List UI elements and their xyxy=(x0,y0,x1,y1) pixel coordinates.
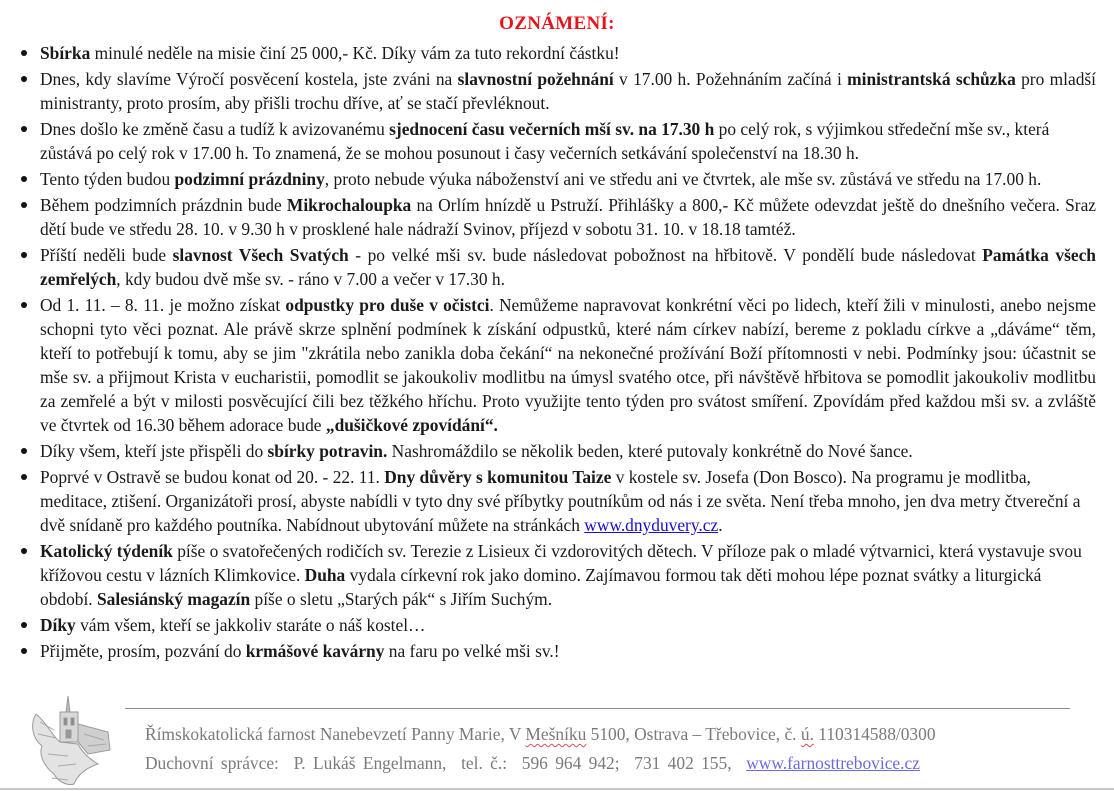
announcement-item xyxy=(18,67,1096,115)
item-text: . Nemůžeme napravovat konkrétní věci po lidech, kteří žili v minulosti, anebo nejsme schopni tyto věci poznat. Ale právě skrze splnění podmínek k získání odpustků, které nám církev nabízí, bereme z pokladu církve a „dáváme“ těm, kteří to potřebují k tomu, aby se jim "zkrátila nebo zanikla doba čekání“ na nekonečné prožívání Boží přítomnosti v nebi. Podmínky jsou: účastnit se mše sv. a přijmout Krista v eucharistii, pomodlit se jakoukoliv modlitbu na úmysl svatého otce, při návštěvě hřbitova se pomodlit jakoukoliv modlitbu za zemřelé a být v milosti posvěcující čili bez těžkého hříchu. Proto využijte tento týden pro svátost smíření. Zpovídám před každou mši sv. a zvláště ve čtvrtek od 16.30 během adorace bude xyxy=(40,295,1096,435)
item-text: Příští neděli bude xyxy=(40,245,173,265)
highlighted-text: krmášové kavárny xyxy=(245,641,385,661)
parish-website-link[interactable]: www.farnosttrebovice.cz xyxy=(746,753,920,773)
highlighted-text: ministrantská schůzka xyxy=(847,69,1016,89)
footer-divider xyxy=(125,708,1070,709)
highlighted-text: podzimní prázdniny xyxy=(174,169,325,189)
footer-contact xyxy=(145,753,920,774)
announcement-item xyxy=(18,439,1096,463)
announcement-title: OZNÁMENÍ: xyxy=(499,13,615,34)
bullet-icon xyxy=(21,202,27,208)
dny-duvery-link[interactable]: www.dnyduvery.cz xyxy=(584,515,719,535)
highlighted-text: sbírky potravin. xyxy=(267,441,388,461)
announcement-item xyxy=(18,41,1096,65)
bullet-icon xyxy=(21,548,27,554)
item-text: - po velké mši sv. bude následovat pobožnost na hřbitově. V pondělí bude následovat xyxy=(348,245,983,265)
footer-contact-text: Duchovní správce: P. Lukáš Engelmann, tel. č.: 596 964 942; 731 402 155, xyxy=(145,753,747,773)
item-text: Tento týden budou xyxy=(40,169,175,189)
highlighted-text: sjednocení času večerních mší sv. na 17.30 h xyxy=(389,119,715,139)
item-text: , kdy budou dvě mše sv. - ráno v 7.00 a večer v 17.30 h. xyxy=(116,269,505,289)
announcement-item xyxy=(18,613,1096,637)
highlighted-text: Mikrochaloupka xyxy=(286,195,412,215)
item-text: Přijměte, prosím, pozvání do xyxy=(40,641,246,661)
item-text: pro mladší ministranty, proto prosím, aby přišli trochu dříve, ať se stačí převléknout. xyxy=(40,69,1096,113)
announcement-item xyxy=(18,639,1096,663)
highlighted-text: Dny důvěry s komunitou Taize xyxy=(384,467,612,487)
footer-address-text: Římskokatolická farnost Nanebevzetí Panny Marie, V xyxy=(145,724,526,744)
announcement-item xyxy=(18,293,1096,437)
highlighted-text: Katolický týdeník xyxy=(40,541,173,561)
item-text: na faru po velké mši sv.! xyxy=(384,641,560,661)
announcement-item xyxy=(18,117,1096,165)
announcement-list xyxy=(18,41,1096,665)
bullet-icon xyxy=(21,622,27,628)
item-text: minulé neděle na misie činí 25 000,- Kč. Díky vám za tuto rekordní částku! xyxy=(90,43,620,63)
announcement-item xyxy=(18,193,1096,241)
bullet-icon xyxy=(21,50,27,56)
bullet-icon xyxy=(21,474,27,480)
bullet-icon xyxy=(21,648,27,654)
item-text: , proto nebude výuka náboženství ani ve středu ani ve čtvrtek, ale mše sv. zůstává ve středu na 17.00 h. xyxy=(324,169,1042,189)
footer-address-text-2: 5100, Ostrava – Třebovice, č. xyxy=(586,724,801,744)
item-text: Nashromáždilo se několik beden, které putovaly konkrétně do Nové šance. xyxy=(387,441,913,461)
highlighted-text: Salesiánský magazín xyxy=(97,589,251,609)
announcement-item xyxy=(18,167,1096,191)
announcement-item xyxy=(18,539,1096,611)
highlighted-text: Památka všech zemřelých xyxy=(40,245,1096,289)
announcement-item xyxy=(18,243,1096,291)
page-bottom-divider xyxy=(0,788,1114,790)
item-text: . xyxy=(718,515,723,535)
church-logo-icon xyxy=(28,694,116,788)
footer-account-number: 110314588/0300 xyxy=(813,724,936,744)
footer-account-abbr: ú. xyxy=(800,724,814,744)
highlighted-text: „dušičkové zpovídání“. xyxy=(325,415,498,435)
highlighted-text: Duha xyxy=(304,565,346,585)
highlighted-text: slavnostní požehnání xyxy=(457,69,614,89)
bullet-icon xyxy=(21,126,27,132)
highlighted-text: odpustky pro duše v očistci xyxy=(285,295,490,315)
bullet-icon xyxy=(21,176,27,182)
bullet-icon xyxy=(21,448,27,454)
item-text: Dnes, kdy slavíme Výročí posvěcení kostela, jste zváni na xyxy=(40,69,458,89)
item-text: Dnes došlo ke změně času a tudíž k avizovanému xyxy=(40,119,390,139)
highlighted-text: Díky xyxy=(40,615,76,635)
item-text: Během podzimních prázdnin bude xyxy=(40,195,287,215)
highlighted-text: slavnost Všech Svatých xyxy=(172,245,349,265)
item-text: na Orlím hnízdě u Pstruží. Přihlášky a 800,- Kč můžete odevzdat ještě do dnešního večera. Sraz dětí bude ve středu 28. 10. v 9.30 h v prosklené hale nádraží Svinov, příjezd v sobotu 31. 10. v 18.18 tamtéž. xyxy=(40,195,1097,239)
bullet-icon xyxy=(21,252,27,258)
bullet-icon xyxy=(21,76,27,82)
footer-street-name: Mešníku xyxy=(525,724,587,744)
item-text: Poprvé v Ostravě se budou konat od 20. - 22. 11. xyxy=(40,467,385,487)
announcement-item xyxy=(18,465,1096,537)
footer-parish-address xyxy=(145,724,936,745)
item-text: po celý rok, s výjimkou středeční mše sv., která zůstává po celý rok v 17.00 h. To znamená, že se mohou posunout i časy večerních setkávání společenství na 18.30 h. xyxy=(40,119,1050,163)
item-text: vydala církevní rok jako domino. Zajímavou formou tak děti mohou lépe poznat svátky a liturgická období. xyxy=(40,565,1042,609)
item-text: Díky všem, kteří jste přispěli do xyxy=(40,441,268,461)
item-text: v kostele sv. Josefa (Don Bosco). Na programu je modlitba, meditace, ztišení. Organizátoři prosí, abyste nabídli v tyto dny své příbytky poutníkům od nás i ze světa. Není třeba mnoho, jen dva metry čtvereční a dvě snídaně pro každého poutníka. Nabídnout ubytování můžete na stránkách xyxy=(40,467,1081,535)
item-text: píše o sletu „Starých pák“ s Jiřím Suchým. xyxy=(250,589,553,609)
item-text: v 17.00 h. Požehnáním začíná i xyxy=(613,69,848,89)
bullet-icon xyxy=(21,302,27,308)
item-text: Od 1. 11. – 8. 11. je možno získat xyxy=(40,295,286,315)
highlighted-text: Sbírka xyxy=(40,43,91,63)
item-text: vám všem, kteří se jakkoliv staráte o náš kostel… xyxy=(75,615,426,635)
item-text: píše o svatořečených rodičích sv. Terezie z Lisieux či vzdorovitých dětech. V příloze pak o mladé výtvarnici, která vystavuje svou křížovou cestu v lázních Klimkovice. xyxy=(40,541,1082,585)
